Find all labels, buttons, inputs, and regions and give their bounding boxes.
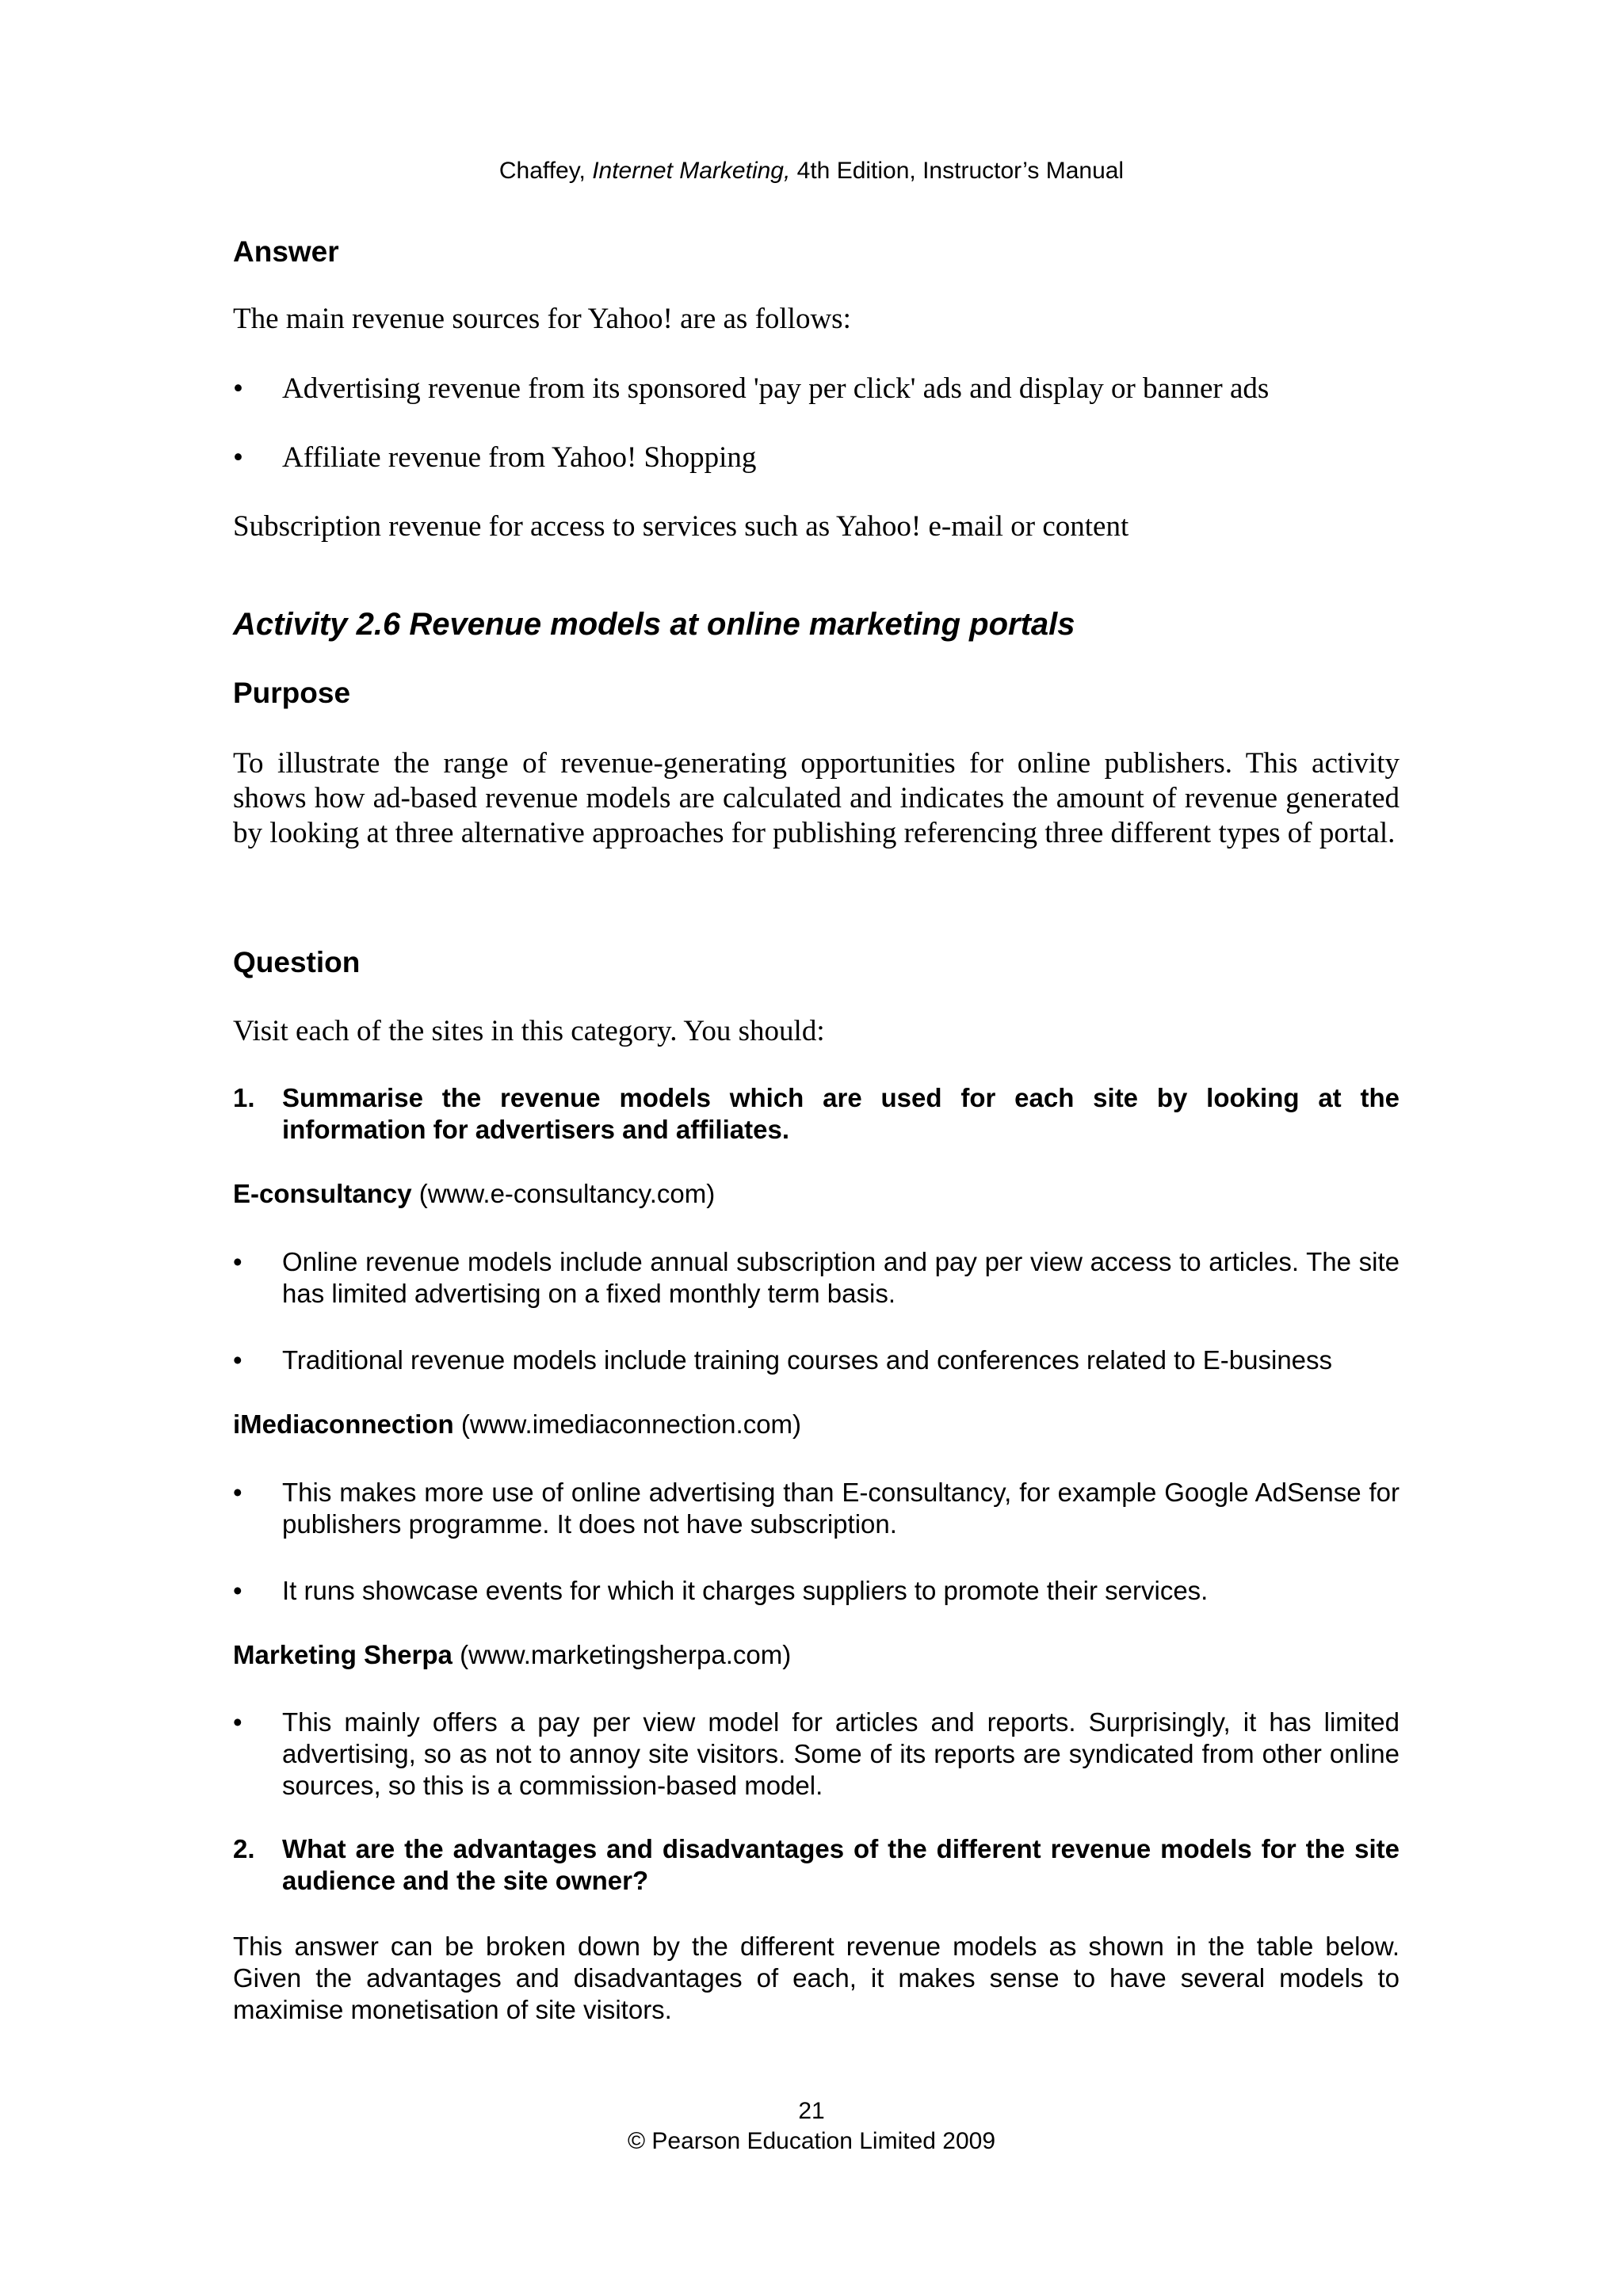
- answer-closing: Subscription revenue for access to services such as Yahoo! e-mail or content: [233, 510, 1129, 543]
- site-label-imediaconnection: [233, 1409, 1400, 1440]
- question-number: 1.: [233, 1083, 255, 1112]
- site-bullet: [233, 1575, 1400, 1607]
- site-bullet: [233, 1344, 1400, 1376]
- question-intro: Visit each of the sites in this category. You should:: [233, 1015, 825, 1047]
- question-1: [233, 1082, 1400, 1146]
- site-bullet-text: Traditional revenue models include training courses and conferences related to E-business: [282, 1345, 1333, 1375]
- site-name: E-consultancy: [233, 1179, 412, 1208]
- question-2-answer: This answer can be broken down by the different revenue models as shown in the table below. Given the advantages and disadvantages of each, it makes sense to have several models to maximise monetisation of site visitors.: [233, 1932, 1400, 2024]
- site-url: (www.imediaconnection.com): [460, 1409, 802, 1439]
- site-bullet: [233, 1477, 1400, 1540]
- page-number: 21: [798, 2098, 825, 2124]
- answer-bullet: [233, 372, 1400, 406]
- answer-bullet-text: Advertising revenue from its sponsored 'pay per click' ads and display or banner ads: [282, 372, 1270, 405]
- question-heading: Question: [233, 946, 361, 978]
- bullet-glyph: •: [233, 1576, 242, 1605]
- site-name: Marketing Sherpa: [233, 1640, 453, 1669]
- purpose-text: To illustrate the range of revenue-generating opportunities for online publishers. This activity shows how ad-based revenue models are calculated and indicates the amount of revenue generated by looking at three alternative approaches for publishing referencing three different types of portal.: [233, 747, 1400, 849]
- page-header: [0, 155, 1623, 187]
- site-bullet: [233, 1246, 1400, 1310]
- answer-intro: The main revenue sources for Yahoo! are as follows:: [233, 303, 851, 335]
- question-number: 2.: [233, 1834, 255, 1863]
- answer-bullet: [233, 441, 1400, 475]
- site-label-marketing-sherpa: [233, 1639, 1400, 1671]
- bullet-glyph: •: [233, 1345, 242, 1375]
- answer-bullet-text: Affiliate revenue from Yahoo! Shopping: [282, 441, 757, 474]
- bullet-glyph: •: [233, 441, 243, 474]
- question-text: What are the advantages and disadvantages of the different revenue models for the site audience and the site owner?: [282, 1834, 1400, 1895]
- site-bullet: [233, 1707, 1400, 1802]
- site-url: (www.marketingsherpa.com): [460, 1640, 792, 1669]
- site-bullet-text: Online revenue models include annual subscription and pay per view access to articles. The site has limited advertising on a fixed monthly term basis.: [282, 1247, 1400, 1308]
- header-book-title: Internet Marketing,: [592, 158, 791, 184]
- activity-title: Activity 2.6 Revenue models at online marketing portals: [233, 607, 1075, 642]
- bullet-glyph: •: [233, 1707, 242, 1737]
- site-url: (www.e-consultancy.com): [418, 1179, 716, 1208]
- header-edition: 4th Edition, Instructor’s Manual: [796, 158, 1125, 184]
- site-label-e-consultancy: [233, 1178, 1400, 1210]
- purpose-heading: Purpose: [233, 677, 351, 709]
- site-bullet-text: This mainly offers a pay per view model for articles and reports. Surprisingly, it has limited advertising, so as not to annoy site visitors. Some of its reports are syndicated from other online sources, so this is a commission-based model.: [282, 1707, 1400, 1800]
- bullet-glyph: •: [233, 1247, 242, 1276]
- answer-heading: Answer: [233, 235, 339, 268]
- header-author: Chaffey,: [498, 158, 586, 184]
- question-text: Summarise the revenue models which are used for each site by looking at the information for advertisers and affiliates.: [282, 1083, 1400, 1144]
- bullet-glyph: •: [233, 372, 243, 405]
- site-bullet-text: This makes more use of online advertising than E-consultancy, for example Google AdSense for publishers programme. It does not have subscription.: [282, 1478, 1400, 1539]
- question-2: [233, 1833, 1400, 1897]
- site-bullet-text: It runs showcase events for which it charges suppliers to promote their services.: [282, 1576, 1209, 1605]
- bullet-glyph: •: [233, 1478, 242, 1507]
- copyright-notice: © Pearson Education Limited 2009: [627, 2128, 996, 2154]
- site-name: iMediaconnection: [233, 1409, 454, 1439]
